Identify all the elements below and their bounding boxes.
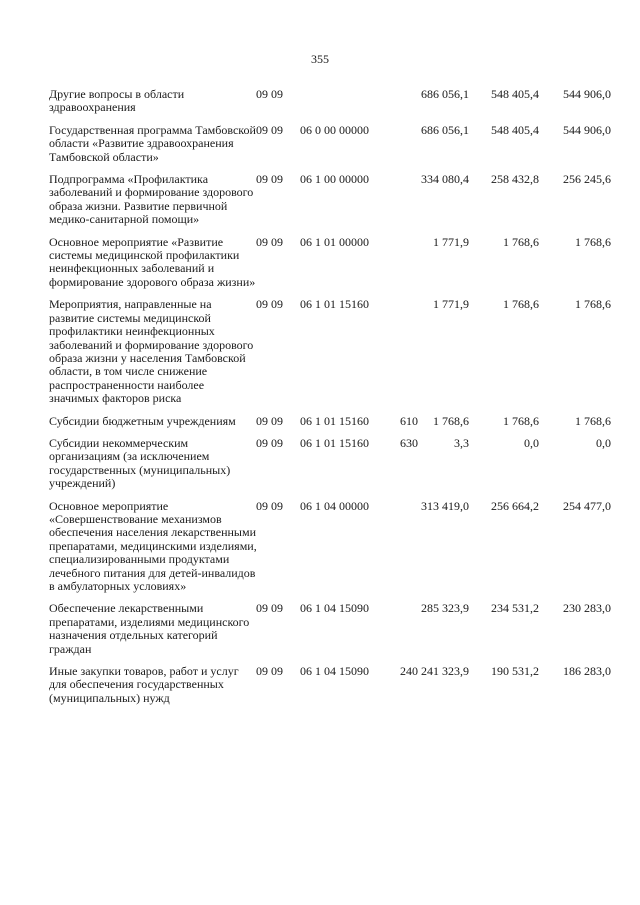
row-value-3: 1 768,6 [575,297,611,312]
row-code: 06 1 04 15090 [300,601,369,616]
row-value-3: 544 906,0 [563,87,611,101]
row-value-3: 0,0 [596,435,611,450]
row-code: 06 0 00 00000 [300,122,369,137]
row-value-3: 1 768,6 [575,413,611,428]
row-value-1: 3,3 [454,435,469,450]
row-vr: 630 [400,435,418,450]
budget-table [49,88,619,714]
row-value-2: 0,0 [524,435,539,450]
row-name: Основное мероприятие «Развитие системы медицинской профилактики неинфекционных заболеваний и формирование здорового образа жизни» [49,234,256,289]
row-value-1: 241 323,9 [421,664,469,679]
row-value-1: 1 771,9 [433,234,469,249]
row-section: 09 09 [256,498,283,513]
table-row [49,437,619,491]
row-code: 06 1 01 15160 [300,297,369,312]
row-value-1: 334 080,4 [421,172,469,187]
row-value-2: 548 405,4 [491,87,539,101]
row-section: 09 09 [256,172,283,187]
row-value-2: 1 768,6 [503,413,539,428]
row-name: Государственная программа Тамбовской области «Развитие здравоохранения Тамбовской области» [49,122,256,164]
page-number: 355 [311,52,329,66]
row-value-2: 1 768,6 [503,297,539,312]
row-section: 09 09 [256,297,283,312]
row-value-2: 190 531,2 [491,664,539,679]
table-row [49,88,619,115]
row-code: 06 1 04 00000 [300,498,369,513]
row-value-1: 1 768,6 [433,413,469,428]
row-name: Подпрограмма «Профилактика заболеваний и формирование здорового образа жизни. Развитие первичной медико-санитарной помощи» [49,172,254,227]
row-value-2: 256 664,2 [491,498,539,513]
row-value-1: 285 323,9 [421,601,469,616]
row-code: 06 1 01 00000 [300,234,369,249]
row-value-3: 186 283,0 [563,664,611,679]
table-row [49,236,619,290]
row-section: 09 09 [256,664,283,679]
row-name: Субсидии некоммерческим организациям (за исключением государственных (муниципальных) учреждений) [49,435,231,491]
row-value-1: 1 771,9 [433,297,469,312]
row-value-2: 548 405,4 [491,122,539,137]
row-name: Иные закупки товаров, работ и услуг для обеспечения государственных (муниципальных) нужд [49,664,239,705]
row-value-2: 1 768,6 [503,234,539,249]
table-row [49,665,619,705]
table-row [49,415,619,428]
row-code: 06 1 04 15090 [300,664,369,679]
row-vr: 240 [400,664,418,679]
row-value-3: 230 283,0 [563,601,611,616]
row-name: Обеспечение лекарственными препаратами, изделиями медицинского назначения отдельных категорий граждан [49,601,250,656]
table-row [49,500,619,594]
row-name: Другие вопросы в области здравоохранения [49,87,185,115]
row-value-1: 313 419,0 [421,498,469,513]
table-row [49,124,619,164]
row-name: Мероприятия, направленные на развитие системы медицинской профилактики неинфекционных заболеваний и формирование здорового образа жизни у населения Тамбовской области, в том числе снижение распространенности наиболее значимых факторов риска [49,297,254,406]
row-value-1: 686 056,1 [421,122,469,137]
row-value-1: 686 056,1 [421,87,469,101]
row-code: 06 1 00 00000 [300,172,369,187]
row-section: 09 09 [256,601,283,616]
row-name: Субсидии бюджетным учреждениям [49,413,236,428]
row-value-2: 234 531,2 [491,601,539,616]
row-value-3: 256 245,6 [563,172,611,187]
row-vr: 610 [400,413,418,428]
table-row [49,298,619,405]
row-section: 09 09 [256,234,283,249]
row-code: 06 1 01 15160 [300,413,369,428]
row-code: 06 1 01 15160 [300,435,369,450]
table-row [49,173,619,227]
row-value-3: 544 906,0 [563,122,611,137]
row-value-3: 1 768,6 [575,234,611,249]
row-section: 09 09 [256,87,283,101]
table-row [49,602,619,656]
row-section: 09 09 [256,413,283,428]
row-section: 09 09 [256,435,283,450]
row-value-2: 258 432,8 [491,172,539,187]
row-name: Основное мероприятие «Совершенствование механизмов обеспечения населения лекарственными препаратами, медицинскими изделиями, специализированными продуктами лечебного питания для детей-инвалидов в амбулаторных условиях» [49,498,257,593]
row-section: 09 09 [256,122,283,137]
row-value-3: 254 477,0 [563,498,611,513]
